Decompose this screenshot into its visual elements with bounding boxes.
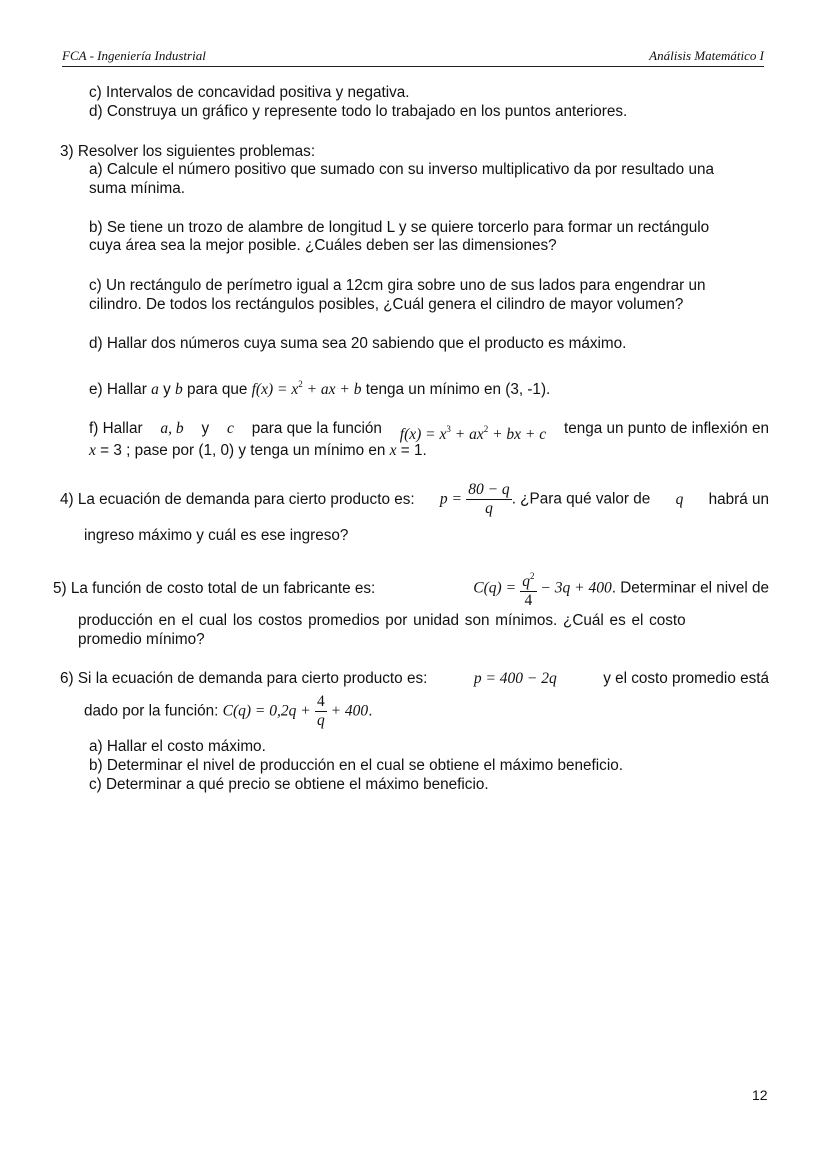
avg-cost-fraction <box>315 693 327 730</box>
problem-3e <box>89 375 550 399</box>
problem-5-line2 <box>78 612 769 630</box>
cost-num-q: q <box>522 573 531 590</box>
problem-3b-line1: b) Se tiene un trozo de alambre de longitud L y se quiere torcerlo para formar un rectángulo <box>89 219 710 236</box>
demand-fraction <box>466 481 511 518</box>
var-q: q <box>675 490 684 508</box>
cubic-exp2: 2 <box>483 424 489 434</box>
cubic-rest: + bx + c <box>488 426 547 443</box>
problem-3e-mid: para que <box>186 381 248 398</box>
problem-5-pre: 5) La función de costo total de un fabricante es: <box>53 579 376 597</box>
demand-formula-6: p = 400 − 2q <box>473 670 557 687</box>
avg-cost-numerator: 4 <box>316 693 325 710</box>
var-x2: x <box>389 442 397 459</box>
problem-3c-line1: c) Un rectángulo de perímetro igual a 12cm gira sobre uno de sus lados para engendrar un <box>89 277 706 294</box>
problem-6c: c) Determinar a qué precio se obtiene el máximo beneficio. <box>89 776 489 793</box>
page-header <box>62 48 764 67</box>
problem-4-post2: habrá un <box>708 490 769 508</box>
avg-cost-denominator: q <box>316 712 325 729</box>
cost-rest: − 3q + 400 <box>536 579 612 597</box>
cost-formula <box>473 567 769 610</box>
var-b: b <box>174 381 183 398</box>
problem-3f-line2-a: = 3 ; pase por (1, 0) y tenga un mínimo en <box>95 442 390 459</box>
problem-3e-y: y <box>163 381 171 398</box>
problem-3b-line2: cuya área sea la mejor posible. ¿Cuáles deben ser las dimensiones? <box>89 237 557 254</box>
cubic-fx: f(x) = x <box>399 426 447 443</box>
problem-6a: a) Hallar el costo máximo. <box>89 738 266 755</box>
avg-cost-c: C(q) = 0,2q + <box>222 702 311 720</box>
problem-5-line1 <box>53 567 769 610</box>
problem-3a-line2: suma mínima. <box>89 180 186 197</box>
cost-denominator: 4 <box>524 592 533 609</box>
var-c: c <box>227 420 234 437</box>
problem-3e-pre: e) Hallar <box>89 381 147 398</box>
problem-3f-y: y <box>201 420 210 437</box>
cost-c: C(q) = <box>473 579 517 597</box>
problem-3d: d) Hallar dos números cuya suma sea 20 sabiendo que el producto es máximo. <box>89 335 627 352</box>
formula-exponent: 2 <box>298 379 303 389</box>
cubic-exp3: 3 <box>446 424 451 434</box>
problem-3f-post: tenga un punto de inflexión en <box>564 420 769 437</box>
problem-4-line1 <box>60 481 769 518</box>
problem-6b: b) Determinar el nivel de producción en el cual se obtiene el máximo beneficio. <box>89 757 623 774</box>
problem-3e-post: tenga un mínimo en (3, -1). <box>365 381 551 398</box>
problem-3a-line1: a) Calcule el número positivo que sumado con su inverso multiplicativo da por resultado una <box>89 161 714 178</box>
problem-5-post: . Determinar el nivel de <box>611 579 769 597</box>
page-number: 12 <box>752 1087 768 1103</box>
cost-fraction <box>520 567 536 610</box>
problem-4-post1: . ¿Para qué valor de <box>511 490 651 508</box>
problem-3-title: 3) Resolver los siguientes problemas: <box>60 143 316 160</box>
problem-3f-line2 <box>89 442 427 460</box>
intro-c: c) Intervalos de concavidad positiva y negativa. <box>89 84 410 101</box>
demand-formula <box>440 481 650 518</box>
header-left: FCA - Ingeniería Industrial <box>62 48 206 63</box>
problem-4-pre: 4) La ecuación de demanda para cierto producto es: <box>60 490 415 508</box>
var-x: x <box>89 442 96 459</box>
cost-num-exp: 2 <box>530 571 535 581</box>
avg-cost-dot: . <box>368 702 373 720</box>
problem-3f-mid: para que la función <box>251 420 382 437</box>
header-right: Análisis Matemático I <box>649 48 764 63</box>
problem-6-l2-pre: dado por la función: <box>84 702 219 720</box>
problem-5-line3: promedio mínimo? <box>78 631 205 648</box>
problem-3f-line2-b: = 1. <box>396 442 427 459</box>
problem-3f-pre: f) Hallar <box>89 420 143 437</box>
formula-rest: + ax + b <box>302 381 362 398</box>
problem-6-pre: 6) Si la ecuación de demanda para cierto producto es: <box>60 670 428 687</box>
problem-4-line2: ingreso máximo y cuál es ese ingreso? <box>84 527 349 544</box>
demand-denominator: q <box>485 500 493 517</box>
demand-numerator: 80 − q <box>468 481 510 498</box>
cubic-ax: + ax <box>450 426 484 443</box>
cost-numerator <box>520 567 536 592</box>
problem-5-line2-text: producción en el cual los costos promedios por unidad son mínimos. ¿Cuál es el costo <box>78 612 686 629</box>
intro-d: d) Construya un gráfico y represente todo lo trabajado en los puntos anteriores. <box>89 103 628 120</box>
avg-cost-rest: + 400 <box>326 702 369 720</box>
problem-3f-line1 <box>89 420 769 444</box>
problem-3c-line2: cilindro. De todos los rectángulos posibles, ¿Cuál genera el cilindro de mayor volumen? <box>89 296 684 313</box>
var-a: a <box>151 381 159 398</box>
formula-fx: f(x) = x <box>251 381 299 398</box>
demand-p: p = <box>439 490 462 508</box>
vars-ab: a, b <box>160 420 184 437</box>
problem-6-post: y el costo promedio está <box>603 670 769 687</box>
problem-6-line2 <box>84 693 372 730</box>
function-formula <box>252 381 362 398</box>
cubic-formula <box>400 420 546 444</box>
problem-6-line1 <box>60 670 769 688</box>
